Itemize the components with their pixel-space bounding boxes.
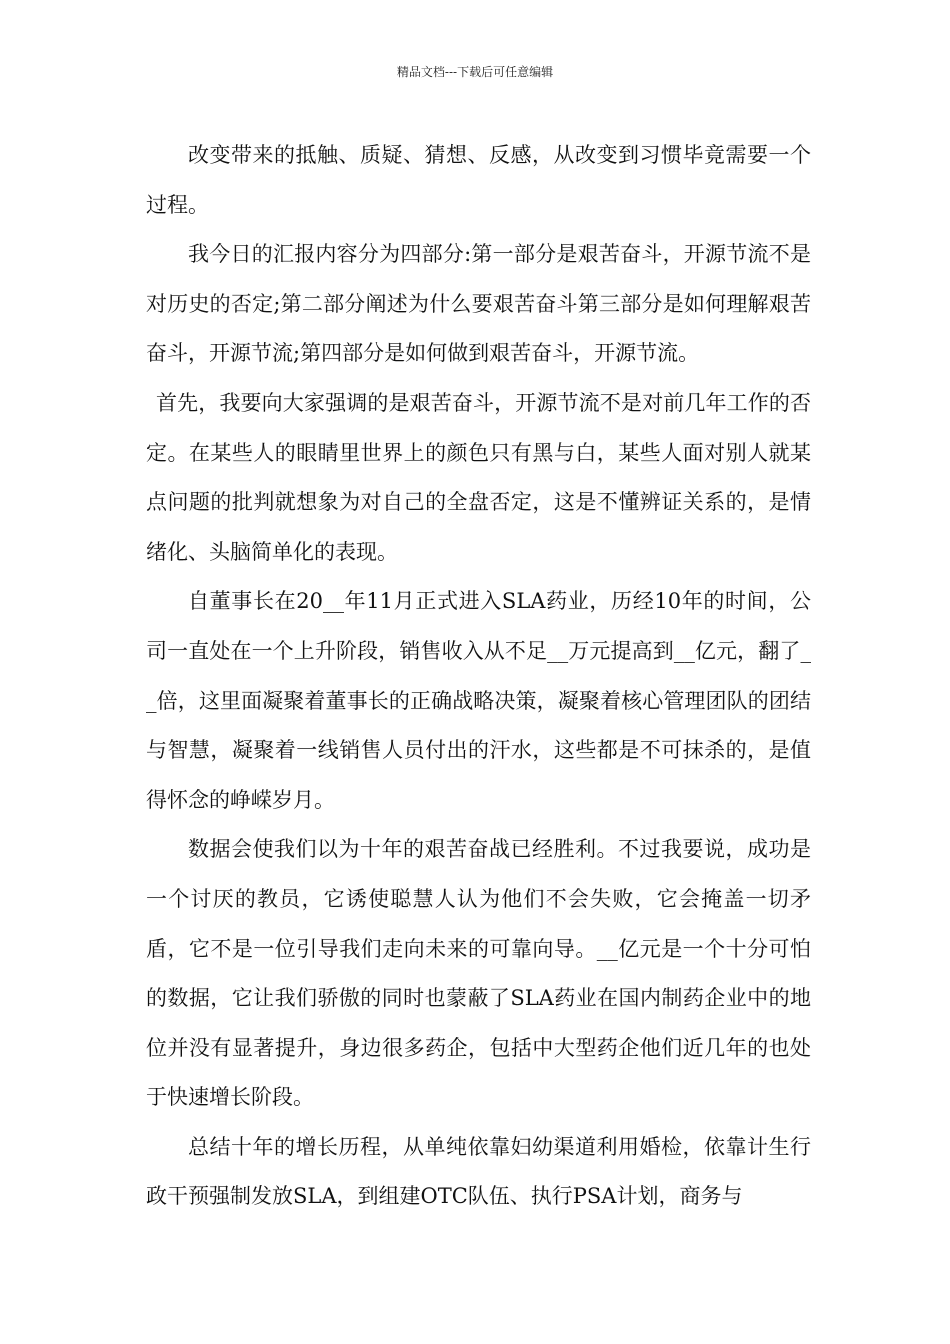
page-header: 精品文档---下载后可任意编辑	[396, 65, 554, 79]
paragraph-data-warning: 数据会使我们以为十年的艰苦奋战已经胜利。不过我要说，成功是一个讨厌的教员，它诱使聪慧人认为他们不会失败，它会掩盖一切矛盾，它不是一位引导我们走向未来的可靠向导。__亿元是一个十分可怕的数据，它让我们骄傲的同时也蒙蔽了SLA药业在国内制药企业中的地位并没有显著提升，身边很多药企，包括中大型药企他们近几年的也处于快速增长阶段。	[146, 837, 811, 1110]
paragraph-change-process: 改变带来的抵触、质疑、猜想、反感，从改变到习惯毕竟需要一个过程。	[146, 143, 811, 217]
paragraph-first-point: 首先，我要向大家强调的是艰苦奋斗，开源节流不是对前几年工作的否定。在某些人的眼睛里世界上的颜色只有黑与白，某些人面对别人就某点问题的批判就想象为对自己的全盘否定，这是不懂辨证关系的，是情绪化、头脑简单化的表现。	[146, 390, 811, 564]
paragraph-company-history: 自董事长在20__年11月正式进入SLA药业，历经10年的时间，公司一直处在一个上升阶段，销售收入从不足__万元提高到__亿元，翻了__倍，这里面凝聚着董事长的正确战略决策，凝聚着核心管理团队的团结与智慧，凝聚着一线销售人员付出的汗水，这些都是不可抹杀的，是值得怀念的峥嵘岁月。	[146, 589, 811, 812]
paragraph-growth-summary: 总结十年的增长历程，从单纯依靠妇幼渠道利用婚检，依靠计生行政干预强制发放SLA，到组建OTC队伍、执行PSA计划，商务与	[146, 1134, 811, 1209]
document-body	[146, 131, 811, 1222]
paragraph-report-outline: 我今日的汇报内容分为四部分:第一部分是艰苦奋斗，开源节流不是对历史的否定;第二部分阐述为什么要艰苦奋斗第三部分是如何理解艰苦奋斗，开源节流;第四部分是如何做到艰苦奋斗，开源节流。	[146, 242, 811, 366]
